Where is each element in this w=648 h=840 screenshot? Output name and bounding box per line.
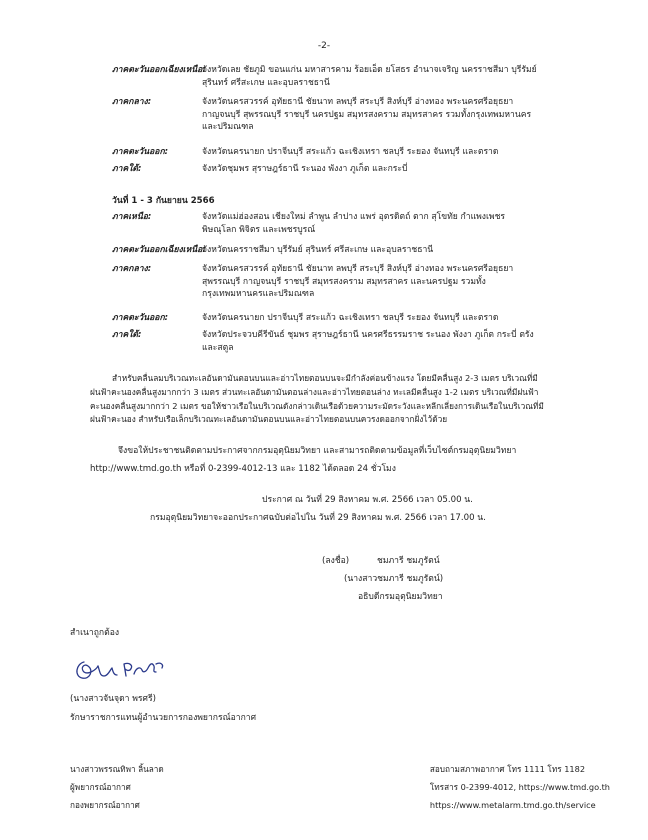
follow-paragraph-contact: http://www.tmd.go.th หรือที่ 0-2399-4012-13 และ 1182 ได้ตลอด 24 ชั่วโมง [90,464,396,474]
region-provinces [202,146,614,159]
provinces-line: จังหวัดนครนายก ปราจีนบุรี สระแก้ว ฉะเชิงเทรา ชลบุรี ระยอง จันทบุรี และตราด [202,147,499,157]
provinces-line: จังหวัดนครนายก ปราจีนบุรี สระแก้ว ฉะเชิงเทรา ชลบุรี ระยอง จันทบุรี และตราด [202,313,499,323]
provinces-line: จังหวัดชุมพร สุราษฎร์ธานี ระนอง พังงา ภูเก็ต และกระบี่ [202,164,408,174]
footer-right [430,760,610,814]
provinces-line: จังหวัดแม่ฮ่องสอน เชียงใหม่ ลำพูน ลำปาง แพร่ อุตรดิตถ์ ตาก สุโขทัย กำแพงเพชร [202,212,506,222]
wave-paragraph-cont [90,386,544,427]
region-label: ภาคตะวันออก: [112,313,169,323]
provinces-line: และปริมณฑล [202,122,254,132]
region-provinces [202,96,614,134]
provinces-line: กรุงเทพมหานครและปริมณฑล [202,289,315,299]
paragraph-line: ฝนฟ้าคะนอง สำหรับเรือเล็กบริเวณทะเลอันดามันตอนบนและอ่าวไทยตอนบนควรงดออกจากฝั่งไว้ด้วย [90,414,448,424]
region-provinces [202,312,614,325]
provinces-line: จังหวัดประจวบคีรีขันธ์ ชุมพร สุราษฎร์ธานี นครศรีธรรมราช ระนอง พังงา ภูเก็ต กระบี่ ตรัง [202,330,534,340]
follow-paragraph: จึงขอให้ประชาชนติดตามประกาศจากกรมอุตุนิยมวิทยา และสามารถติดตามข้อมูลที่เว็บไซต์กรมอุตุนิยมวิทยา [118,446,517,456]
region-provinces [202,163,614,176]
signed-prefix: (ลงชื่อ) [322,556,350,566]
copy-signer-position: รักษาราชการแทนผู้อำนวยการกองพยากรณ์อากาศ [70,713,257,723]
next-announce: กรมอุตุนิยมวิทยาจะออกประกาศฉบับต่อไปใน วันที่ 29 สิงหาคม พ.ศ. 2566 เวลา 17.00 น. [150,513,486,523]
region-label: ภาคตะวันออกเฉียงเหนือ: [112,65,206,75]
provinces-line: จังหวัดนครสวรรค์ อุทัยธานี ชัยนาท ลพบุรี สระบุรี สิงห์บุรี อ่างทอง พระนครศรีอยุธยา [202,97,514,107]
footer-right-line: โทรสาร 0-2399-4012, https://www.tmd.go.th [429,782,610,792]
handwritten-signature [70,654,170,686]
region-provinces [202,329,614,354]
provinces-line: จังหวัดนครราชสีมา บุรีรัมย์ สุรินทร์ ศรีสะเกษ และอุบลราชธานี [202,245,434,255]
region-label: ภาคตะวันออก: [112,147,169,157]
region-provinces [202,211,614,236]
certified-copy-label: สำเนาถูกต้อง [70,628,120,638]
announce-time: ประกาศ ณ วันที่ 29 สิงหาคม พ.ศ. 2566 เวลา 05.00 น. [262,495,473,505]
region-label: ภาคตะวันออกเฉียงเหนือ: [112,245,206,255]
page-number: -2- [317,41,331,51]
footer-left-line: นางสาวพรรณทิพา ลิ้นลาด [70,764,164,774]
copy-signer-name: (นางสาวจันจุดา พรศรี) [70,694,156,704]
provinces-line: และสตูล [202,342,234,353]
region-provinces [202,64,614,89]
region-label: ภาคเหนือ: [112,212,152,222]
provinces-line: จังหวัดเลย ชัยภูมิ ขอนแก่น มหาสารคาม ร้อยเอ็ด ยโสธร อำนาจเจริญ นครราชสีมา บุรีรัมย์ [202,65,537,75]
date-heading: วันที่ 1 - 3 กันยายน 2566 [112,196,215,206]
region-label: ภาคกลาง: [112,97,152,107]
signed-name: ชมภารี ชมภูรัตน์ [377,556,440,566]
region-label: ภาคใต้: [112,164,142,174]
paragraph-line: คะนองคลื่นสูงมากกว่า 2 เมตร ขอให้ชาวเรือในบริเวณดังกล่าวเดินเรือด้วยความระมัดระวังและหลีกเลี่ยงการเดินเรือในบริเวณที่มี [90,400,544,411]
wave-paragraph [112,372,538,385]
signer-full-name: (นางสาวชมภารี ชมภูรัตน์) [344,574,444,584]
footer-left-line: กองพยากรณ์อากาศ [70,800,140,810]
region-provinces [202,263,614,301]
region-label: ภาคกลาง: [112,264,152,274]
footer-left [70,760,164,814]
provinces-line: สุรินทร์ ศรีสะเกษ และอุบลราชธานี [202,77,330,88]
footer-right-line: สอบถามสภาพอากาศ โทร 1111 โทร 1182 [429,764,586,774]
region-provinces [202,244,614,257]
region-label: ภาคใต้: [112,330,142,340]
provinces-line: จังหวัดนครสวรรค์ อุทัยธานี ชัยนาท ลพบุรี สระบุรี สิงห์บุรี อ่างทอง พระนครศรีอยุธยา [202,264,514,274]
paragraph-line: สำหรับคลื่นลมบริเวณทะเลอันดามันตอนบนและอ่าวไทยตอนบนจะมีกำลังค่อนข้างแรง โดยมีคลื่นสูง 2-3 เมตร บริเวณที่มี [112,373,538,383]
signer-position: อธิบดีกรมอุตุนิยมวิทยา [358,592,443,602]
provinces-line: พิษณุโลก พิจิตร และเพชรบูรณ์ [202,224,316,235]
paragraph-line: ฝนฟ้าคะนองคลื่นสูงมากกว่า 3 เมตร ส่วนทะเลอันดามันตอนล่างและอ่าวไทยตอนล่าง ทะเลมีคลื่นสูง 1-2 เมตร บริเวณที่มีฝนฟ้า [90,387,539,397]
footer-right-line: https://www.metalarm.tmd.go.th/service [429,800,596,810]
footer-left-line: ผู้พยากรณ์อากาศ [70,782,131,792]
provinces-line: กาญจนบุรี สุพรรณบุรี ราชบุรี นครปฐม สมุทรสงคราม สมุทรสาคร รวมทั้งกรุงเทพมหานคร [202,109,532,120]
provinces-line: สุพรรณบุรี กาญจนบุรี ราชบุรี สมุทรสงคราม สมุทรสาคร และนครปฐม รวมทั้ง [202,276,486,287]
